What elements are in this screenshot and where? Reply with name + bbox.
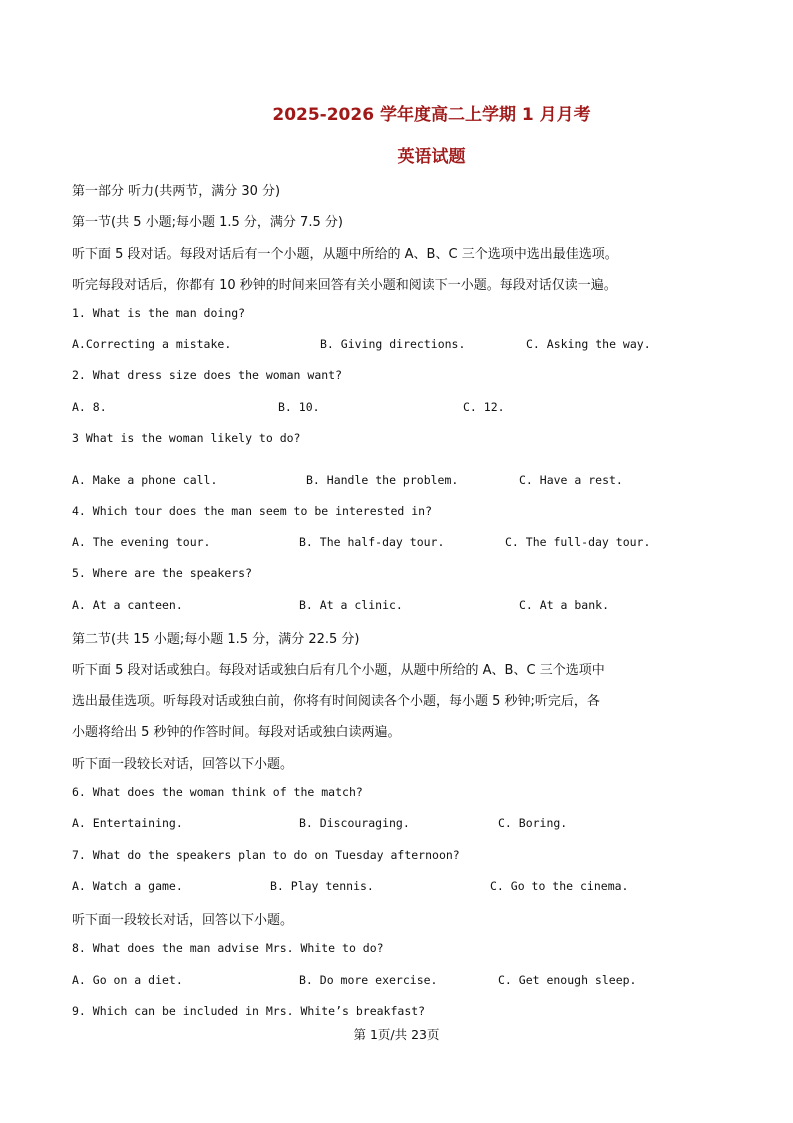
dialog-intro-2: 听下面一段较长对话，回答以下小题。 [72,913,294,928]
q8-option-a: A. Go on a diet. [72,973,183,987]
q1-option-c: C. Asking the way. [526,337,651,351]
section2-heading: 第二节(共 15 小题;每小题 1.5 分，满分 22.5 分) [72,632,360,647]
q3-option-a: A. Make a phone call. [72,473,218,487]
dialog-intro-1: 听下面一段较长对话，回答以下小题。 [72,757,294,772]
section1-instructions-2: 听完每段对话后，你都有 10 秒钟的时间来回答有关小题和阅读下一小题。每段对话仅读一遍。 [72,278,617,293]
q2-option-b: B. 10. [278,400,320,414]
q1-option-a: A.Correcting a mistake. [72,337,232,351]
q7-option-b: B. Play tennis. [270,879,374,893]
q4-option-c: C. The full-day tour. [505,535,651,549]
q4-option-a: A. The evening tour. [72,535,211,549]
question-2: 2. What dress size does the woman want? [72,368,343,382]
q5-option-a: A. At a canteen. [72,598,183,612]
section1-instructions-1: 听下面 5 段对话。每段对话后有一个小题，从题中所给的 A、B、C 三个选项中选出最佳选项。 [72,247,618,262]
q4-option-b: B. The half-day tour. [299,535,445,549]
section2-instructions-1: 听下面 5 段对话或独白。每段对话或独白后有几个小题，从题中所给的 A、B、C 三个选项中 [72,663,605,678]
q6-option-c: C. Boring. [498,816,568,830]
question-3: 3 What is the woman likely to do? [72,431,301,445]
part1-heading: 第一部分 听力(共两节，满分 30 分) [72,184,281,199]
question-4: 4. Which tour does the man seem to be interested in? [72,504,433,518]
question-8: 8. What does the man advise Mrs. White to do? [72,941,384,955]
page-number: 第 1页/共 23页 [353,1027,440,1042]
section2-instructions-3: 小题将给出 5 秒钟的作答时间。每段对话或独白读两遍。 [72,725,401,740]
q3-option-c: C. Have a rest. [519,473,623,487]
q2-option-a: A. 8. [72,400,107,414]
section1-heading: 第一节(共 5 小题;每小题 1.5 分，满分 7.5 分) [72,215,343,230]
question-9: 9. Which can be included in Mrs. White’s breakfast? [72,1004,426,1018]
question-7: 7. What do the speakers plan to do on Tuesday afternoon? [72,848,460,862]
exam-subtitle: 英语试题 [397,147,466,167]
q7-option-c: C. Go to the cinema. [490,879,629,893]
q8-option-c: C. Get enough sleep. [498,973,637,987]
q8-option-b: B. Do more exercise. [299,973,438,987]
question-5: 5. Where are the speakers? [72,566,253,580]
q2-option-c: C. 12. [463,400,505,414]
section2-instructions-2: 选出最佳选项。听每段对话或独白前，你将有时间阅读各个小题，每小题 5 秒钟;听完后，各 [72,694,600,709]
exam-title: 2025-2026 学年度高二上学期 1 月月考 [272,105,591,125]
q6-option-a: A. Entertaining. [72,816,183,830]
question-1: 1. What is the man doing? [72,306,246,320]
question-6: 6. What does the woman think of the match? [72,785,363,799]
q7-option-a: A. Watch a game. [72,879,183,893]
q3-option-b: B. Handle the problem. [306,473,459,487]
q1-option-b: B. Giving directions. [320,337,466,351]
q6-option-b: B. Discouraging. [299,816,410,830]
q5-option-b: B. At a clinic. [299,598,403,612]
q5-option-c: C. At a bank. [519,598,610,612]
